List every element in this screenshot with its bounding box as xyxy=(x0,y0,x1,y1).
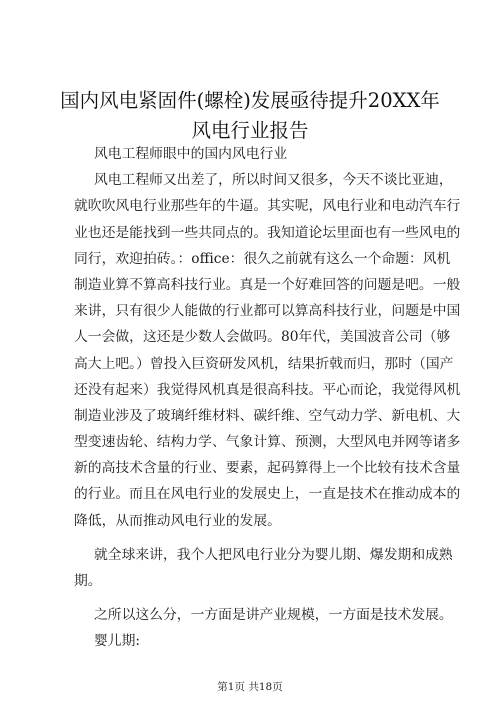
paragraph-2-line: 期。 xyxy=(74,573,102,589)
paragraph-4-heading: 婴儿期: xyxy=(94,633,141,650)
paragraph-1-line: 制造业算不算高科技行业。真是一个好难回答的问题是吧。一般 xyxy=(74,276,461,293)
section-subtitle: 风电工程师眼中的国内风电行业 xyxy=(94,146,288,162)
paragraph-1-line: 的行业。而且在风电行业的发展史上，一直是技术在推动成本的 xyxy=(74,486,461,503)
paragraph-1-line: 降低，从而推动风电行业的发展。 xyxy=(74,512,281,529)
page-footer xyxy=(0,679,500,694)
paragraph-3: 之所以这么分，一方面是讲产业规模，一方面是技术发展。 xyxy=(94,607,453,624)
title-line-2: 风电行业报告 xyxy=(191,119,309,142)
document-title xyxy=(60,86,440,146)
title-line-1: 国内风电紧固件(螺栓)发展亟待提升20XX年 xyxy=(60,89,440,112)
paragraph-1-line: 还没有起来）我觉得风机真是很高科技。平心而论，我觉得风机 xyxy=(74,381,461,398)
paragraph-1-line: 同行，欢迎拍砖。：office：很久之前就有这么一个命题：风机 xyxy=(74,250,451,267)
document-body xyxy=(74,141,461,655)
paragraph-1-line: 高大上吧。）曾投入巨资研发风机，结果折戟而归，那时（国产 xyxy=(74,355,454,372)
page-number: 第1页 xyxy=(217,681,245,693)
paragraph-1-line: 来讲，只有很少人能做的行业都可以算高科技行业，问题是中国 xyxy=(74,303,461,320)
paragraph-1-line: 就吹吹风电行业那些年的牛逼。其实呢，风电行业和电动汽车行 xyxy=(74,198,461,215)
paragraph-1-line: 业也还是能找到一些共同点的。我知道论坛里面也有一些风电的 xyxy=(74,224,461,241)
paragraph-2-line: 就全球来讲，我个人把风电行业分为婴儿期、爆发期和成熟 xyxy=(94,546,453,563)
paragraph-1-line: 制造业涉及了玻璃纤维材料、碳纤维、空气动力学、新电机、大 xyxy=(74,407,461,424)
paragraph-1-line: 型变速齿轮、结构力学、气象计算、预测，大型风电并网等诸多 xyxy=(74,434,461,451)
paragraph-1-line: 人一会做，这还是少数人会做吗。80年代，美国波音公司（够 xyxy=(74,329,451,346)
paragraph-1-line: 风电工程师又出差了，所以时间又很多，今天不谈比亚迪， xyxy=(94,172,453,189)
paragraph-1-line: 新的高技术含量的行业、要素，起码算得上一个比较有技术含量 xyxy=(74,460,461,477)
page-total: 共18页 xyxy=(248,681,283,693)
